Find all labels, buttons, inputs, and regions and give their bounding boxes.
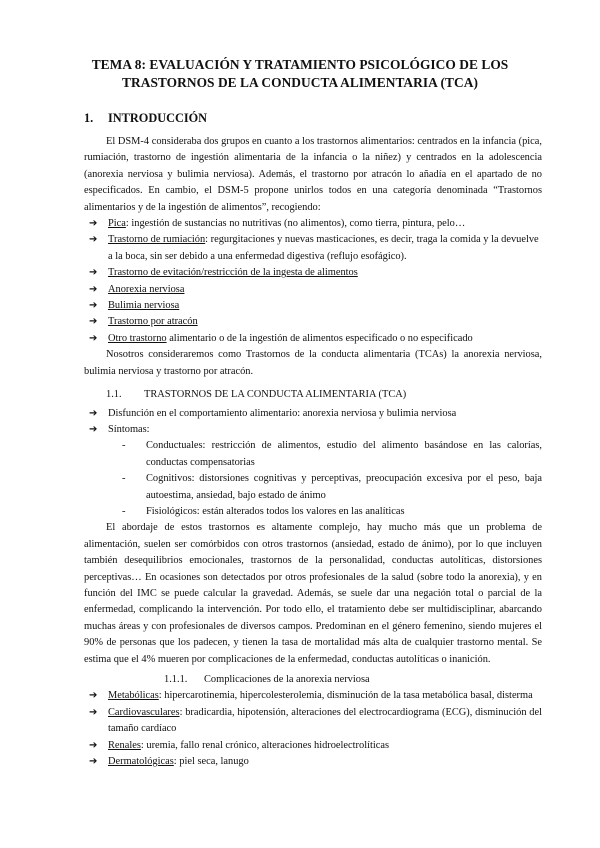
- symptom-item: - Cognitivos: distorsiones cognitivas y perceptivas, preocupación excesiva por el peso, baja autoestima, ansiedad, bajo estado de ánimo: [146, 471, 542, 504]
- section-1-body: [84, 134, 542, 770]
- list-item: ➔ Trastorno de rumiación: regurgitaciones y nuevas masticaciones, es decir, traga la comida y la devuelve a la boca, sin ser debido a una enfermedad digestiva (reflujo esofágico).: [84, 232, 542, 265]
- list-item: ➔ Síntomas: - Conductuales: restricción de alimentos, estudio del alimento basándose en las calorías, conductas compensatorias - Cognitivos: distorsiones cognitivas y perceptivas, preocupación excesiva por el peso, baja autoestima, ansiedad, bajo estado de ánimo - Fisiológicos: están alterados todos los valores en las analíticas: [84, 422, 542, 520]
- tca-list: [84, 406, 542, 521]
- list-item: ➔ Otro trastorno alimentario o de la ingestión de alimentos especificado o no especificado: [84, 331, 542, 347]
- intro-paragraph: El DSM-4 consideraba dos grupos en cuanto a los trastornos alimentarios: centrados en la infancia (pica, rumiación, trastorno de ingestión alimentaria de la infancia o la niñez) y centrados en la adolescencia (anorexia nerviosa y bulimia nerviosa). Además, el trastorno por atracón lo añadía en el apartado de no especificados. En cambio, el DSM-5 propone unirlos todos en una categoría denominada “Trastornos alimentarios y de la ingestión de alimentos”, recogiendo:: [84, 136, 542, 213]
- complications-list: [84, 688, 542, 770]
- section-1-1-title: TRASTORNOS DE LA CONDUCTA ALIMENTARIA (TCA): [144, 389, 407, 401]
- symptom-item: - Conductuales: restricción de alimentos, estudio del alimento basándose en las calorías, conductas compensatorias: [146, 438, 542, 471]
- list-item: ➔ Trastorno por atracón: [84, 314, 542, 330]
- list-item: ➔ Disfunción en el comportamiento alimentario: anorexia nerviosa y bulimia nerviosa: [84, 406, 542, 422]
- section-1-title: INTRODUCCIÓN: [108, 111, 208, 125]
- closing-paragraph: Nosotros consideraremos como Trastornos de la conducta alimentaria (TCAs) la anorexia nerviosa, bulimia nerviosa y trastorno por atracón.: [84, 349, 542, 377]
- symptoms-list: [108, 438, 542, 520]
- list-item: ➔ Anorexia nerviosa: [84, 282, 542, 298]
- section-1-1-heading: [84, 387, 542, 403]
- list-item: ➔ Metabólicas: hipercarotinemia, hipercolesterolemia, disminución de la tasa metabólica basal, disterma: [84, 688, 542, 704]
- list-item: ➔ Renales: uremia, fallo renal crónico, alteraciones hidroelectrolíticas: [84, 738, 542, 754]
- list-item: ➔ Dermatológicas: piel seca, lanugo: [84, 754, 542, 770]
- list-item: ➔ Pica: ingestión de sustancias no nutritivas (no alimentos), como tierra, pintura, pelo…: [84, 216, 542, 232]
- section-1-number: 1.: [84, 111, 94, 125]
- symptom-item: - Fisiológicos: están alterados todos los valores en las analíticas: [146, 504, 542, 520]
- dsm5-category-list: [84, 216, 542, 347]
- section-1-1-1-number: 1.1.1.: [164, 674, 188, 685]
- list-item: ➔ Cardiovasculares: bradicardia, hipotensión, alteraciones del electrocardiograma (ECG), disminución del tamaño cardíaco: [84, 705, 542, 738]
- section-1-heading: [84, 110, 207, 126]
- section-1-1-1-title: Complicaciones de la anorexia nerviosa: [204, 674, 370, 685]
- tca-paragraph: El abordaje de estos trastornos es altamente complejo, hay mucho más que un problema de alimentación, suelen ser comórbidos con otros trastornos (ansiedad, estado de ánimo), por lo que incluyen también desequilibrios emocionales, trastornos de la personalidad, conductas autolíticas, distorsiones perceptivas… En ocasiones son detectados por otros profesionales de la salud (sobre todo la anorexia), y en función del IMC se puede calcular la gravedad. Además, se suele dar una negación total o parcial de la enfermedad, complicando la intervención. Por todo ello, el tratamiento debe ser multidisciplinar, abarcando muchas áreas y con profesionales de diversos campos. Predominan en el género femenino, siendo mujeres el 90% de personas que los padecen, y tienen la tasa de mortalidad más alta de cualquier trastorno mental. Se estima que el 4% mueren por complicaciones de la enfermedad, conductas autolíticas o inanición.: [84, 522, 542, 665]
- list-item: ➔ Bulimia nerviosa: [84, 298, 542, 314]
- section-1-1-number: 1.1.: [106, 389, 122, 401]
- section-1-1-1-heading: [84, 672, 542, 688]
- list-item: ➔ Trastorno de evitación/restricción de la ingesta de alimentos: [84, 265, 542, 281]
- document-title: TEMA 8: EVALUACIÓN Y TRATAMIENTO PSICOLÓGICO DE LOS TRASTORNOS DE LA CONDUCTA ALIMENTARIA (TCA): [91, 57, 509, 90]
